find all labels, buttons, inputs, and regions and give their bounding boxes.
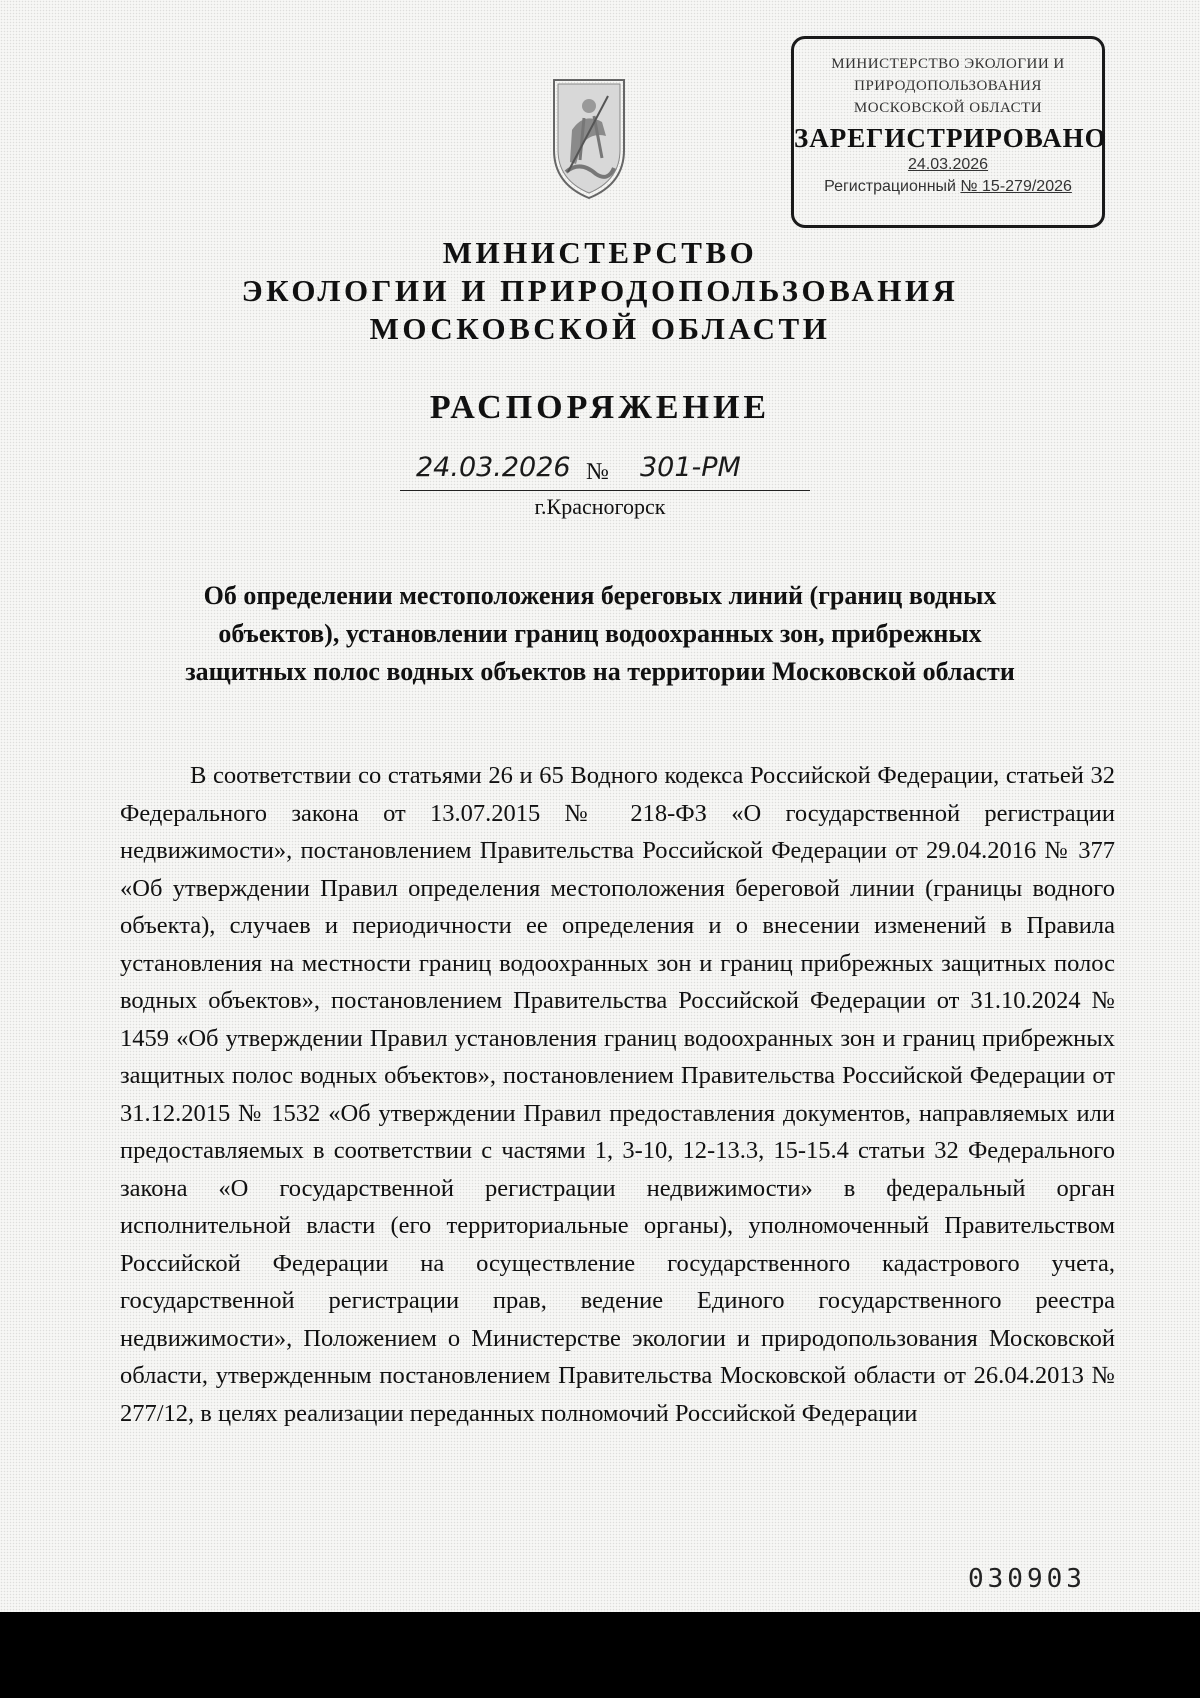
date-number-line <box>400 446 810 491</box>
scan-bottom-bar <box>0 1612 1200 1698</box>
registration-stamp <box>791 36 1105 228</box>
number-sign: № <box>586 459 609 485</box>
stamp-registration-number: Регистрационный № 15-279/2026 <box>824 178 1072 195</box>
document-title: Об определении местоположения береговых линий (границ водных объектов), установлении границ водоохранных зон, прибрежных защитных полос водных объектов на территории Московской области <box>185 581 1015 686</box>
body-paragraph: В соответствии со статьями 26 и 65 Водного кодекса Российской Федерации, статьей 32 Федерального закона от 13.07.2015 № 218-ФЗ «О государственной регистрации недвижимости», постановлением Правительства Российской Федерации от 29.04.2016 № 377 «Об утверждении Правил определения местоположения береговой линии (границы водного объекта), случаев и периодичности ее определения и о внесении изменений в Правила установления на местности границ водоохранных зон и границ прибрежных защитных полос водных объектов», постановлением Правительства Российской Федерации от 31.10.2024 № 1459 «Об утверждении Правил установления границ водоохранных зон и границ прибрежных защитных полос водных объектов», постановлением Правительства Российской Федерации от 31.12.2015 № 1532 «Об утверждении Правил предоставления документов, направляемых или предоставляемых в соответствии с частями 1, 3-10, 12-13.3, 15-15.4 статьи 32 Федерального закона «О государственной регистрации недвижимости» в федеральный орган исполнительной власти (его территориальные органы), уполномоченный Правительством Российской Федерации на осуществление государственного кадастрового учета, государственной регистрации прав, ведение Единого государственного реестра недвижимости», Положением о Министерстве экологии и природопользования Московской области, утвержденным постановлением Правительства Московской области от 26.04.2013 № 277/12, в целях реализации переданных полномочий Российской Федерации <box>120 762 1115 1427</box>
ministry-name: МИНИСТЕРСТВО ЭКОЛОГИИ И ПРИРОДОПОЛЬЗОВАНИЯ МОСКОВСКОЙ ОБЛАСТИ <box>241 235 959 346</box>
page-code: 030903 <box>968 1564 1086 1594</box>
handwritten-number: 301-РМ <box>640 452 741 483</box>
stamp-registered-label: ЗАРЕГИСТРИРОВАНО <box>794 123 1107 153</box>
handwritten-date: 24.03.2026 <box>416 452 571 483</box>
stamp-org-name: МИНИСТЕРСТВО ЭКОЛОГИИ И ПРИРОДОПОЛЬЗОВАНИЯ МОСКОВСКОЙ ОБЛАСТИ <box>831 56 1065 116</box>
document-type: РАСПОРЯЖЕНИЕ <box>429 389 771 426</box>
stamp-date: 24.03.2026 <box>907 156 989 173</box>
city: г.Красногорск <box>534 494 666 519</box>
coat-of-arms-icon <box>548 72 630 204</box>
